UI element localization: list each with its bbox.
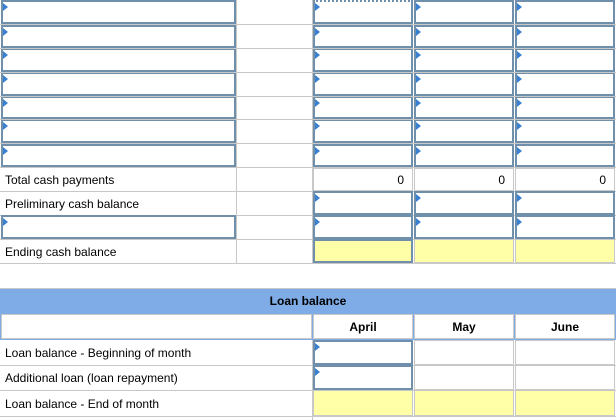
input-marker-icon <box>3 28 8 36</box>
input-marker-icon <box>416 99 421 107</box>
payment-label-input-2[interactable] <box>1 25 236 48</box>
payment-april-input-6[interactable] <box>313 119 413 143</box>
payment-may-input-7[interactable] <box>414 144 514 167</box>
payment-june-input-2[interactable] <box>515 25 615 48</box>
row-divider <box>0 119 616 120</box>
cash-adjustment-label-input[interactable] <box>1 215 236 239</box>
input-marker-icon <box>517 3 522 11</box>
payment-june-input-6[interactable] <box>515 119 615 143</box>
input-marker-icon <box>3 122 8 130</box>
payment-june-input-3[interactable] <box>515 48 615 72</box>
total-cash-payments-april: 0 <box>313 168 413 191</box>
input-marker-icon <box>3 147 8 155</box>
payment-label-input-3[interactable] <box>1 48 236 72</box>
preliminary-cash-balance-may-input[interactable] <box>414 191 514 215</box>
payment-may-input-5[interactable] <box>414 96 514 119</box>
total-cash-payments-june: 0 <box>515 168 615 191</box>
input-marker-icon <box>517 28 522 36</box>
input-marker-icon <box>315 75 320 83</box>
payment-may-input-4[interactable] <box>414 72 514 96</box>
input-marker-icon <box>315 28 320 36</box>
input-marker-icon <box>416 218 421 226</box>
input-marker-icon <box>517 194 522 202</box>
month-header-april: April <box>313 314 413 339</box>
payment-april-input-4[interactable] <box>313 72 413 96</box>
additional-loan-may <box>414 365 514 390</box>
input-marker-icon <box>3 51 8 59</box>
month-header-june: June <box>515 314 615 339</box>
input-marker-icon <box>3 218 8 226</box>
payment-may-input-6[interactable] <box>414 119 514 143</box>
input-marker-icon <box>416 28 421 36</box>
row-divider <box>0 263 616 264</box>
loan-ending-april <box>313 390 413 416</box>
input-marker-icon <box>416 147 421 155</box>
input-marker-icon <box>315 147 320 155</box>
loan-beginning-april-input[interactable] <box>313 340 413 365</box>
payment-april-input-1[interactable] <box>313 0 413 24</box>
input-marker-icon <box>416 75 421 83</box>
loan-beginning-may <box>414 340 514 365</box>
input-marker-icon <box>3 75 8 83</box>
input-marker-icon <box>315 218 320 226</box>
payment-june-input-5[interactable] <box>515 96 615 119</box>
payment-april-input-5[interactable] <box>313 96 413 119</box>
column-divider <box>236 0 237 167</box>
row-divider <box>0 96 616 97</box>
loan-header-blank <box>1 314 312 339</box>
input-marker-icon <box>315 3 320 11</box>
payment-label-input-7[interactable] <box>1 144 236 167</box>
row-divider <box>0 143 616 144</box>
payment-label-input-6[interactable] <box>1 119 236 143</box>
preliminary-cash-balance-label: Preliminary cash balance <box>5 196 140 211</box>
loan-beginning-label: Loan balance - Beginning of month <box>5 346 192 360</box>
input-marker-icon <box>416 122 421 130</box>
input-marker-icon <box>315 51 320 59</box>
row-divider <box>0 24 616 25</box>
loan-ending-june <box>515 390 615 416</box>
row-divider <box>0 416 616 417</box>
loan-beginning-june <box>515 340 615 365</box>
payment-label-input-1[interactable] <box>1 0 236 24</box>
input-marker-icon <box>517 147 522 155</box>
payment-june-input-7[interactable] <box>515 144 615 167</box>
input-marker-icon <box>315 194 320 202</box>
input-marker-icon <box>416 51 421 59</box>
ending-cash-balance-label: Ending cash balance <box>5 244 117 259</box>
input-marker-icon <box>315 368 320 376</box>
payment-april-input-2[interactable] <box>313 25 413 48</box>
payment-june-input-1[interactable] <box>515 0 615 24</box>
loan-ending-label: Loan balance - End of month <box>5 396 160 411</box>
input-marker-icon <box>3 3 8 11</box>
input-marker-icon <box>3 99 8 107</box>
total-cash-payments-may: 0 <box>414 168 514 191</box>
input-marker-icon <box>315 99 320 107</box>
payment-may-input-3[interactable] <box>414 48 514 72</box>
additional-loan-june <box>515 365 615 390</box>
input-marker-icon <box>517 99 522 107</box>
input-marker-icon <box>517 51 522 59</box>
loan-ending-may <box>414 390 514 416</box>
month-header-may: May <box>414 314 514 339</box>
preliminary-cash-balance-june-input[interactable] <box>515 191 615 215</box>
input-marker-icon <box>315 122 320 130</box>
cash-adjustment-may-input[interactable] <box>414 215 514 239</box>
payment-april-input-3[interactable] <box>313 48 413 72</box>
cash-adjustment-june-input[interactable] <box>515 215 615 239</box>
input-marker-icon <box>416 194 421 202</box>
input-marker-icon <box>416 3 421 11</box>
input-marker-icon <box>517 75 522 83</box>
column-divider <box>312 0 313 167</box>
cash-adjustment-april-input[interactable] <box>313 215 413 239</box>
payment-may-input-1[interactable] <box>414 0 514 24</box>
input-marker-icon <box>517 122 522 130</box>
total-cash-payments-label: Total cash payments <box>5 172 115 187</box>
payment-may-input-2[interactable] <box>414 25 514 48</box>
row-divider <box>0 48 616 49</box>
payment-june-input-4[interactable] <box>515 72 615 96</box>
ending-cash-balance-may <box>414 239 514 263</box>
ending-cash-balance-april <box>313 239 413 263</box>
preliminary-cash-balance-april-input[interactable] <box>313 191 413 215</box>
input-marker-icon <box>315 343 320 351</box>
additional-loan-label: Additional loan (loan repayment) <box>5 371 178 385</box>
payment-april-input-7[interactable] <box>313 144 413 167</box>
payment-label-input-5[interactable] <box>1 96 236 119</box>
payment-label-input-4[interactable] <box>1 72 236 96</box>
input-marker-icon <box>517 218 522 226</box>
row-divider <box>0 72 616 73</box>
additional-loan-april-input[interactable] <box>313 365 413 390</box>
loan-balance-title: Loan balance <box>0 289 616 313</box>
ending-cash-balance-june <box>515 239 615 263</box>
